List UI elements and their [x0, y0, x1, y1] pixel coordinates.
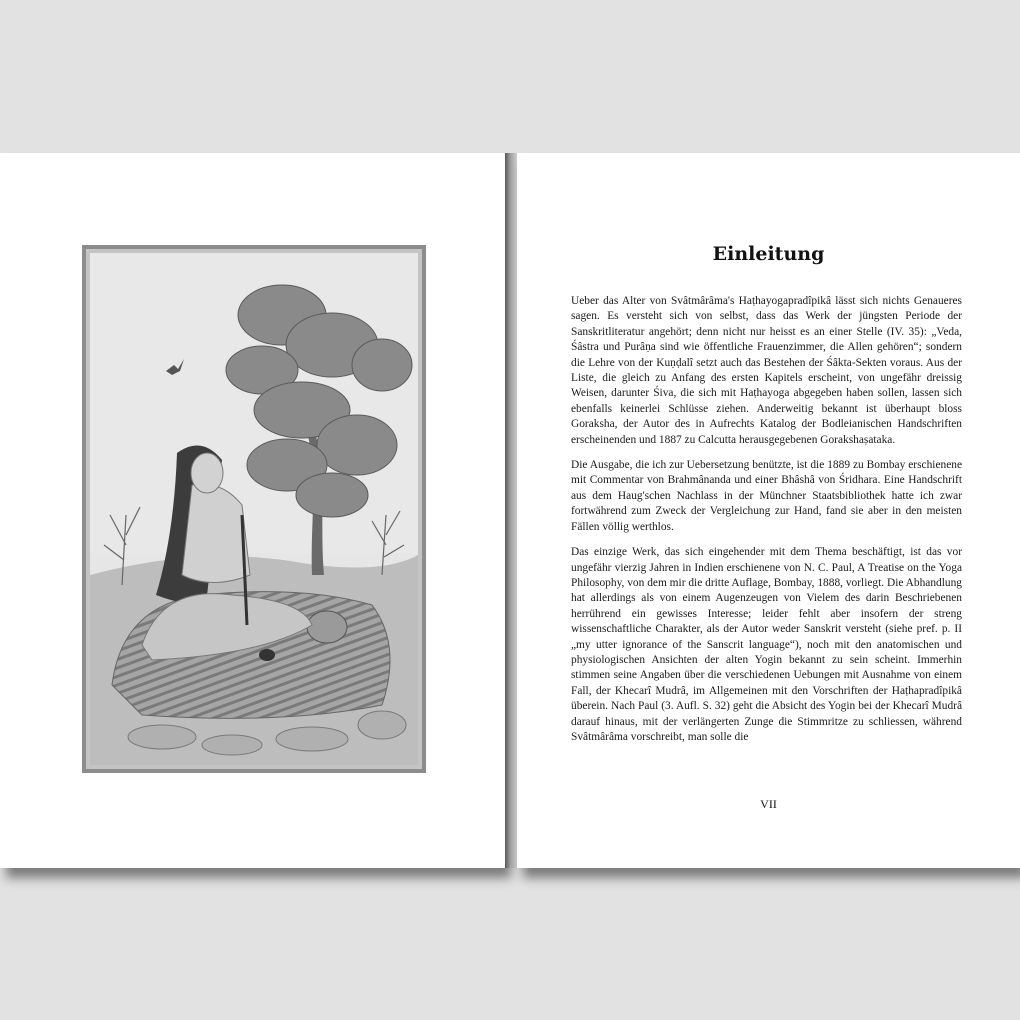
paragraph: Ueber das Alter von Svâtmârâma's Haṭhayogapradîpikâ lässt sich nichts Genaueres sagen. Es versteht sich von selbst, dass das Werk der jüngsten Periode der Sanskritliteratur angehört; denn nicht nur heisst es an einer Stelle (IV. 35): „Veda, Śâstra und Purâṇa sind wie öffentliche Frauenzimmer, die Allen gehören“; sondern die Lehre von der Kuṇḍalî setzt auch das Bestehen der Śâkta-Sekten voraus. Aus der Liste, die gleich zu Anfang des ersten Kapitels erscheint, von ungefähr dreissig Weisen, darunter Śiva, die sich mit Haṭhayoga abgegeben haben sollen, lassen sich ebenfalls keinerlei Schlüsse ziehen. Anderweitig bekannt ist überhaupt bloss Goraksha, der Autor des in Aufrechts Katalog der Bodleianischen Handschriften erscheinenden und 1887 zu Calcutta herausgegebenen Gorakshaṣataka. — [571, 295, 962, 446]
paragraph: Die Ausgabe, die ich zur Uebersetzung benützte, ist die 1889 zu Bombay erschienene mit Commentar von Brahmânanda und einer Bhâshâ von Śridhara. Eine Handschrift aus dem Haug'schen Nachlass in der Münchner Staatsbibliothek hatte ich zwar fortwährend zum Zweck der Vergleichung zur Hand, fand sie aber in den meisten Fällen völlig werthlos. — [571, 459, 962, 533]
yogi-illustration — [82, 245, 426, 773]
page-number: VII — [760, 797, 777, 811]
body-text — [571, 294, 962, 755]
left-page — [0, 153, 505, 868]
book-spine — [505, 153, 517, 868]
right-page — [517, 153, 1020, 868]
chapter-heading: Einleitung — [712, 243, 825, 265]
paragraph: Das einzige Werk, das sich eingehender mit dem Thema beschäftigt, ist das vor ungefähr vierzig Jahren in Indien erschienene von N. C. Paul, A Treatise on the Yoga Philosophy, von dem mir die dritte Auflage, Bombay, 1888, vorliegt. Die Abhandlung hat allerdings als von einem Augenzeugen von Vielem des darin Beschriebenen herrührend ein gewisses Interesse; leider fehlt aber insofern der streng wissenschaftliche Charakter, als der Autor weder Sanskrit versteht (siehe pref. p. II „my utter ignorance of the Sanscrit language“), noch mit den anatomischen und physiologischen Ansichten der alten Yogin bekannt zu sein scheint. Immerhin stimmen seine Angaben über die verschiedenen Uebungen mit Ausnahme von einem Fall, der Khecarî Mudrâ, im Allgemeinen mit den Vorschriften der Haṭhapradîpikâ überein. Nach Paul (3. Aufl. S. 32) geht die Absicht des Yogin bei der Khecarî Mudrâ darauf hinaus, mit der verlängerten Zunge die Stimmritze zu schliessen, während Svâtmârâma vorschreibt, man solle die — [571, 546, 962, 743]
